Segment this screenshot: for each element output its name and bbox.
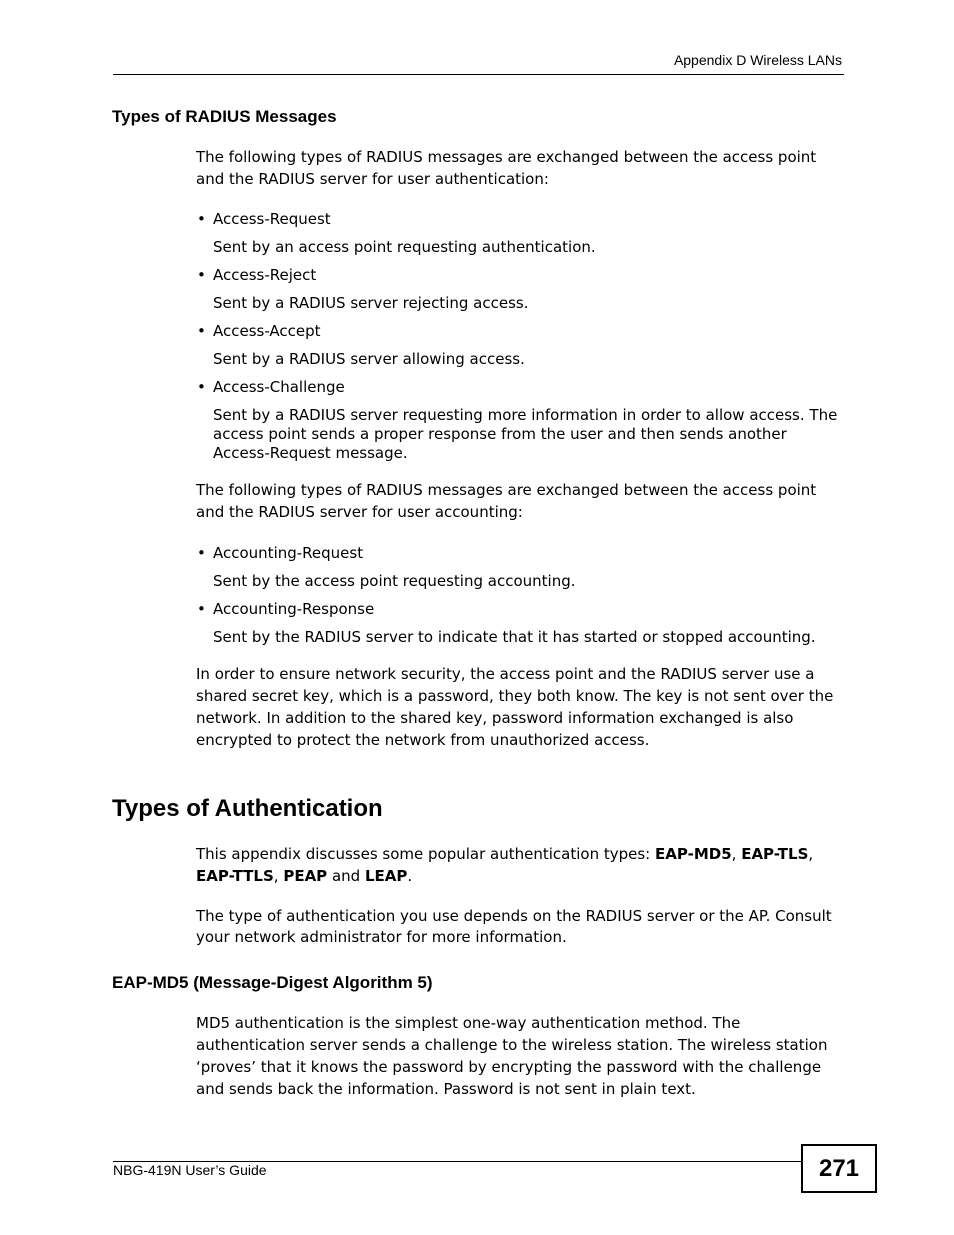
separator: , xyxy=(273,867,284,885)
bullet-description: Sent by a RADIUS server requesting more information in order to allow access. The access point sends a proper response from the user and then sends another Access-Request message. xyxy=(213,406,838,462)
bullet-icon: • xyxy=(197,210,206,228)
bullet-label: Accounting-Request xyxy=(213,544,364,562)
separator: , xyxy=(808,845,814,863)
radius-acct-intro: The following types of RADIUS messages are exchanged between the access point and the RADIUS server for user accounting: xyxy=(196,481,817,521)
bullet-item xyxy=(197,266,316,285)
section-heading-eap-md5: EAP-MD5 (Message-Digest Algorithm 5) xyxy=(112,973,433,992)
bullet-icon: • xyxy=(197,378,206,396)
authentication-depends-paragraph: The type of authentication you use depends on the RADIUS server or the AP. Consult your network administrator for more information. xyxy=(196,907,832,946)
radius-auth-intro: The following types of RADIUS messages are exchanged between the access point and the RADIUS server for user authentication: xyxy=(196,148,817,188)
eap-md5-paragraph: MD5 authentication is the simplest one-way authentication method. The authentication server sends a challenge to the wireless station. The wireless station ‘proves’ that it knows the password by encrypting the password with the challenge and sends back the information. Password is not sent in plain text. xyxy=(196,1014,828,1098)
bullet-description: Sent by an access point requesting authentication. xyxy=(213,238,596,256)
section-heading-radius-messages: Types of RADIUS Messages xyxy=(112,107,337,126)
authentication-intro-text: This appendix discusses some popular authentication types: xyxy=(196,845,656,863)
footer-guide-title: NBG-419N User’s Guide xyxy=(113,1162,267,1178)
bullet-item xyxy=(197,210,331,229)
bullet-icon: • xyxy=(197,322,206,340)
radius-security-paragraph: In order to ensure network security, the access point and the RADIUS server use a shared secret key, which is a password, they both know. The key is not sent over the network. In addition to the shared key, password information exchanged is also encrypted to protect the network from unauthorized access. xyxy=(196,665,834,749)
bullet-description: Sent by the RADIUS server to indicate that it has started or stopped accounting. xyxy=(213,628,816,646)
bullet-icon: • xyxy=(197,266,206,284)
bullet-label: Access-Reject xyxy=(213,266,317,284)
page-number: 271 xyxy=(801,1144,877,1193)
header-rule xyxy=(113,74,844,75)
separator: and xyxy=(327,867,365,885)
auth-type-leap: LEAP xyxy=(364,867,408,885)
authentication-intro xyxy=(196,843,846,887)
auth-type-eap-md5: EAP-MD5 xyxy=(655,845,732,863)
auth-type-peap: PEAP xyxy=(283,867,328,885)
separator: . xyxy=(407,867,413,885)
bullet-icon: • xyxy=(197,544,206,562)
bullet-item xyxy=(197,378,345,397)
bullet-label: Access-Request xyxy=(213,210,331,228)
bullet-item xyxy=(197,600,374,619)
bullet-label: Accounting-Response xyxy=(213,600,375,618)
header-chapter-title: Appendix D Wireless LANs xyxy=(673,52,842,68)
section-heading-authentication-types: Types of Authentication xyxy=(112,795,383,822)
auth-type-eap-ttls: EAP-TTLS xyxy=(196,867,274,885)
bullet-item xyxy=(197,322,321,341)
bullet-icon: • xyxy=(197,600,206,618)
bullet-label: Access-Challenge xyxy=(213,378,345,396)
bullet-description: Sent by the access point requesting accounting. xyxy=(213,572,576,590)
bullet-description: Sent by a RADIUS server allowing access. xyxy=(213,350,525,368)
bullet-label: Access-Accept xyxy=(213,322,321,340)
bullet-description: Sent by a RADIUS server rejecting access. xyxy=(213,294,529,312)
auth-type-eap-tls: EAP-TLS xyxy=(741,845,809,863)
separator: , xyxy=(731,845,742,863)
bullet-item xyxy=(197,544,363,563)
